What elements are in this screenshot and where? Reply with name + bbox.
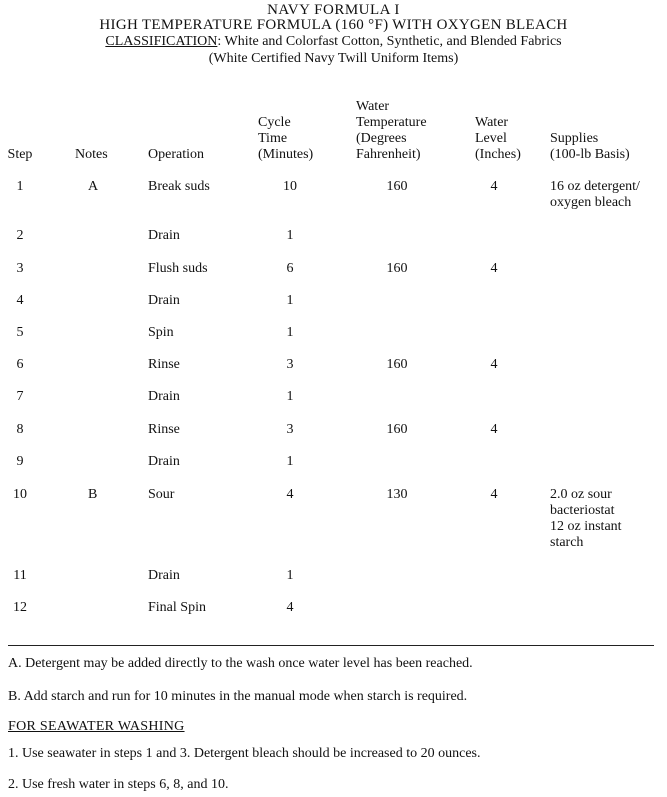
- col-header-temperature: [356, 99, 427, 163]
- row-supplies-line: oxygen bleach: [550, 195, 632, 210]
- row-step: 6: [16, 357, 24, 372]
- certified-line: (White Certified Navy Twill Uniform Items): [208, 51, 459, 66]
- row-water-level: 4: [490, 357, 498, 372]
- row-operation: Flush suds: [148, 261, 208, 276]
- row-water-temperature: 160: [386, 422, 408, 437]
- row-step: 9: [16, 454, 24, 469]
- col-header-temp-line: Temperature: [356, 115, 427, 130]
- row-step: 8: [16, 422, 24, 437]
- row-step: 5: [16, 325, 24, 340]
- col-header-level-line: Level: [475, 131, 507, 146]
- col-header-cycle: [258, 115, 313, 163]
- row-step: 11: [13, 568, 27, 583]
- document-title: NAVY FORMULA I: [267, 2, 400, 18]
- seawater-item-1: 1. Use seawater in steps 1 and 3. Detergent bleach should be increased to 20 ounces.: [8, 746, 481, 761]
- row-step: 7: [16, 389, 24, 404]
- row-operation: Final Spin: [148, 600, 206, 615]
- col-header-level: [475, 115, 521, 163]
- row-operation: Drain: [148, 228, 180, 243]
- row-operation: Drain: [148, 293, 180, 308]
- row-cycle-time: 1: [286, 389, 294, 404]
- row-cycle-time: 1: [286, 293, 294, 308]
- note-a: A. Detergent may be added directly to the wash once water level has been reached.: [8, 656, 473, 671]
- row-supplies-line: 12 oz instant: [550, 519, 622, 534]
- seawater-heading: FOR SEAWATER WASHING: [8, 719, 185, 734]
- row-water-temperature: 160: [386, 261, 408, 276]
- row-step: 1: [16, 179, 24, 194]
- section-divider: [8, 645, 654, 646]
- row-cycle-time: 1: [286, 568, 294, 583]
- col-header-supplies: [550, 131, 630, 163]
- row-cycle-time: 1: [286, 325, 294, 340]
- row-water-level: 4: [490, 487, 498, 502]
- row-step: 2: [16, 228, 24, 243]
- col-header-supplies-line: Supplies: [550, 131, 599, 146]
- col-header-step: Step: [7, 147, 33, 162]
- row-water-temperature: 160: [386, 357, 408, 372]
- row-operation: Sour: [148, 487, 175, 502]
- col-header-cycle-line: (Minutes): [258, 147, 314, 162]
- row-operation: Spin: [148, 325, 174, 340]
- row-cycle-time: 1: [286, 228, 294, 243]
- row-step: 4: [16, 293, 24, 308]
- col-header-operation: Operation: [148, 147, 204, 162]
- row-supplies-line: 16 oz detergent/: [550, 179, 640, 194]
- formula-subtitle: HIGH TEMPERATURE FORMULA (160 °F) WITH OXYGEN BLEACH: [99, 17, 568, 33]
- col-header-notes: Notes: [75, 147, 108, 162]
- col-header-level-line: Water: [475, 115, 509, 130]
- row-step: 12: [13, 600, 27, 615]
- row-operation: Rinse: [148, 357, 180, 372]
- note-b: B. Add starch and run for 10 minutes in the manual mode when starch is required.: [8, 689, 468, 704]
- col-header-temp-line: Water: [356, 99, 390, 114]
- classification-label: CLASSIFICATION: [105, 34, 218, 49]
- row-note: B: [88, 487, 98, 502]
- row-water-temperature: 130: [386, 487, 408, 502]
- row-operation: Drain: [148, 568, 180, 583]
- row-step: 10: [13, 487, 27, 502]
- row-cycle-time: 4: [286, 487, 294, 502]
- row-cycle-time: 1: [286, 454, 294, 469]
- col-header-supplies-line: (100-lb Basis): [550, 147, 630, 162]
- row-operation: Break suds: [148, 179, 210, 194]
- row-cycle-time: 10: [283, 179, 297, 194]
- classification-text: : White and Colorfast Cotton, Synthetic, and Blended Fabrics: [217, 34, 562, 49]
- col-header-temp-line: Fahrenheit): [356, 147, 421, 162]
- row-supplies-line: bacteriostat: [550, 503, 615, 518]
- row-operation: Rinse: [148, 422, 180, 437]
- seawater-item-2: 2. Use fresh water in steps 6, 8, and 10.: [8, 777, 229, 792]
- row-water-level: 4: [490, 261, 498, 276]
- col-header-cycle-line: Time: [258, 131, 288, 146]
- row-cycle-time: 4: [286, 600, 294, 615]
- row-supplies-line: starch: [550, 535, 584, 550]
- row-operation: Drain: [148, 389, 180, 404]
- col-header-temp-line: (Degrees: [356, 131, 407, 146]
- col-header-cycle-line: Cycle: [258, 115, 291, 130]
- row-water-temperature: 160: [386, 179, 408, 194]
- row-water-level: 4: [490, 422, 498, 437]
- row-operation: Drain: [148, 454, 180, 469]
- row-cycle-time: 3: [286, 422, 294, 437]
- row-water-level: 4: [490, 179, 498, 194]
- row-note: A: [88, 179, 99, 194]
- row-step: 3: [16, 261, 24, 276]
- row-cycle-time: 6: [286, 261, 294, 276]
- classification-line: [0, 34, 667, 50]
- row-cycle-time: 3: [286, 357, 294, 372]
- col-header-level-line: (Inches): [475, 147, 521, 162]
- row-supplies-line: 2.0 oz sour: [550, 487, 612, 502]
